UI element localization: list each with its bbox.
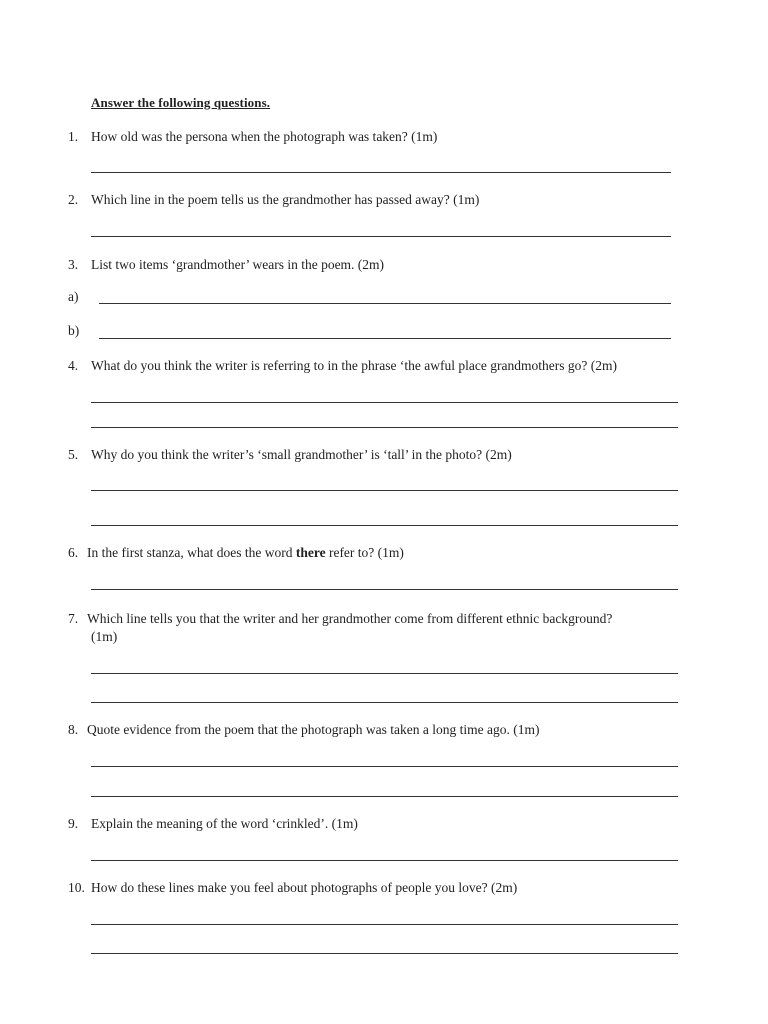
answer-line-a[interactable] [99,303,671,304]
sub-label-b: b) [68,323,80,338]
question-text [87,544,404,562]
question-number: 1. [68,129,79,144]
question-keyword: there [295,545,326,560]
answer-line[interactable] [91,766,678,767]
question-text: Why do you think the writer’s ‘small grandmother’ is ‘tall’ in the photo? (2m) [91,447,512,462]
worksheet-title: Answer the following questions. [91,95,271,110]
question-number: 9. [68,816,79,831]
answer-line[interactable] [91,860,678,861]
answer-line[interactable] [91,589,678,590]
question-text: Which line in the poem tells us the grandmother has passed away? (1m) [91,192,480,207]
question-number: 10. [68,880,85,895]
answer-line[interactable] [91,525,678,526]
answer-line[interactable] [91,702,678,703]
question-text: How do these lines make you feel about photographs of people you love? (2m) [91,880,518,895]
answer-line[interactable] [91,236,671,237]
answer-line[interactable] [91,490,678,491]
question-7-marks: (1m) [91,629,118,644]
answer-line[interactable] [91,402,678,403]
question-text: Quote evidence from the poem that the photograph was taken a long time ago. (1m) [87,722,540,737]
question-number: 7. [68,611,79,626]
question-text: Explain the meaning of the word ‘crinkled’. (1m) [91,816,358,831]
question-number: 2. [68,192,79,207]
answer-line[interactable] [91,924,678,925]
answer-line[interactable] [91,427,678,428]
question-number: 6. [68,545,79,560]
sub-label-a: a) [68,289,79,304]
question-text-before: In the first stanza, what does the word [87,545,296,560]
answer-line[interactable] [91,172,671,173]
question-number: 3. [68,257,79,272]
answer-line-b[interactable] [99,338,671,339]
question-number: 4. [68,358,79,373]
question-number: 5. [68,447,79,462]
question-text: Which line tells you that the writer and her grandmother come from different ethnic background? [87,611,613,626]
answer-line[interactable] [91,673,678,674]
question-text: List two items ‘grandmother’ wears in the poem. (2m) [91,257,385,272]
answer-line[interactable] [91,796,678,797]
question-text: How old was the persona when the photograph was taken? (1m) [91,129,438,144]
question-text-after: refer to? (1m) [325,545,404,560]
question-text: What do you think the writer is referring to in the phrase ‘the awful place grandmothers go? (2m) [91,358,617,373]
answer-line[interactable] [91,953,678,954]
question-number: 8. [68,722,79,737]
